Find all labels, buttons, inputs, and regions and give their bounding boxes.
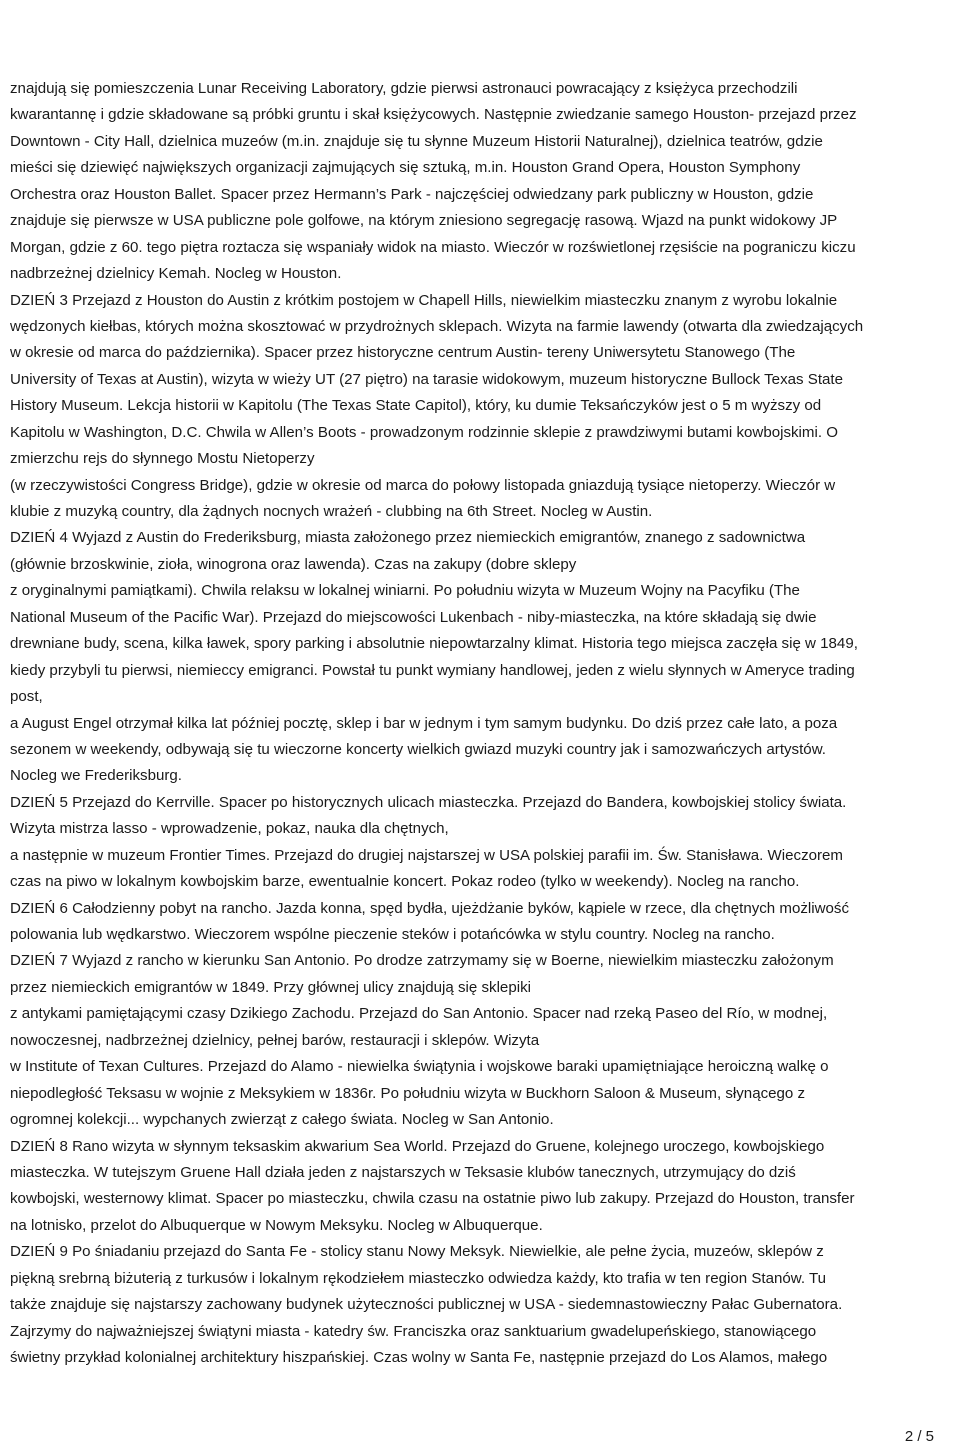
text-line: kwarantannę i gdzie składowane są próbki gruntu i skał księżycowych. Następnie zwiedzanie samego Houston- przejazd przez [10, 106, 857, 124]
text-line: piękną srebrną biżuterią z turkusów i lokalnym rękodziełem miasteczko odwiedza każdy, kto trafia w ten region Stanów. Tu [10, 1269, 827, 1287]
text-line: ogromnej kolekcji... wypchanych zwierząt z całego świata. Nocleg w San Antonio. [10, 1111, 554, 1129]
text-line: National Museum of the Pacific War). Przejazd do miejscowości Lukenbach - niby-miasteczka, na które składają się dwie [10, 608, 817, 626]
text-line: DZIEŃ 6 Całodzienny pobyt na rancho. Jazda konna, spęd bydła, ujeżdżanie byków, kąpiele w rzece, dla chętnych możliwość [10, 899, 849, 917]
text-line: Wizyta mistrza lasso - wprowadzenie, pokaz, nauka dla chętnych, [10, 820, 449, 838]
text-line: znajdują się pomieszczenia Lunar Receiving Laboratory, gdzie pierwsi astronauci powracający z księżyca przechodzili [10, 80, 798, 97]
text-line: nadbrzeżnej dzielnicy Kemah. Nocleg w Houston. [10, 265, 342, 283]
text-line: Orchestra oraz Houston Ballet. Spacer przez Hermann’s Park - najczęściej odwiedzany park publiczny w Houston, gdzie [10, 185, 814, 203]
text-line: University of Texas at Austin), wizyta w wieży UT (27 piętro) na tarasie widokowym, muzeum historyczne Bullock Texas State [10, 370, 843, 388]
text-line: a August Engel otrzymał kilka lat później pocztę, sklep i bar w jednym i tym samym budynku. Do dziś przez całe lato, a poza [10, 714, 838, 732]
text-line: DZIEŃ 3 Przejazd z Houston do Austin z krótkim postojem w Chapell Hills, niewielkim miasteczku znanym z wyrobu lokalnie [10, 291, 838, 309]
text-line: kiedy przybyli tu pierwsi, niemieccy emigranci. Powstał tu punkt wymiany handlowej, jeden z wielu słynnych w Ameryce trading [10, 661, 855, 679]
body-text [10, 76, 950, 1371]
text-line: w Institute of Texan Cultures. Przejazd do Alamo - niewielka świątynia i wojskowe baraki upamiętniające heroiczną walkę o [10, 1058, 829, 1076]
text-line: drewniane budy, scena, kilka ławek, spory parking i absolutnie niepowtarzalny klimat. Historia tego miejsca zaczęła się w 1849, [10, 635, 858, 653]
text-line: przez niemieckich emigrantów w 1849. Przy głównej ulicy znajdują się sklepiki [10, 978, 531, 996]
text-line: Downtown - City Hall, dzielnica muzeów (m.in. znajduje się tu słynne Muzeum Historii Naturalnej), dzielnica teatrów, gdzie [10, 132, 823, 150]
text-line: Nocleg we Frederiksburg. [10, 767, 182, 785]
text-line: klubie z muzyką country, dla żądnych nocnych wrażeń - clubbing na 6th Street. Nocleg w Austin. [10, 503, 653, 520]
text-line: post, [10, 688, 43, 706]
text-line: Kapitolu w Washington, D.C. Chwila w Allen’s Boots - prowadzonym rodzinnie sklepie z prawdziwymi butami kowbojskimi. O [10, 423, 838, 441]
text-line: na lotnisko, przelot do Albuquerque w Nowym Meksyku. Nocleg w Albuquerque. [10, 1216, 543, 1234]
text-line: także znajduje się najstarszy zachowany budynek użyteczności publicznej w USA - siedemnastowieczny Pałac Gubernatora. [10, 1296, 843, 1314]
text-line: z oryginalnymi pamiątkami). Chwila relaksu w lokalnej winiarni. Po południu wizyta w Muzeum Wojny na Pacyfiku (The [10, 582, 800, 600]
text-line: miasteczka. W tutejszym Gruene Hall działa jeden z najstarszych w Teksasie klubów tanecznych, utrzymujący do dziś [10, 1163, 796, 1181]
text-line: wędzonych kiełbas, których można skosztować w przydrożnych sklepach. Wizyta na farmie lawendy (otwarta dla zwiedzających [10, 317, 864, 335]
text-line: (w rzeczywistości Congress Bridge), gdzie w okresie od marca do połowy listopada gniazdują tysiące nietoperzy. Wieczór w [10, 476, 836, 494]
text-line: kowbojski, westernowy klimat. Spacer po miasteczku, chwila czasu na ostatnie piwo lub zakupy. Przejazd do Houston, transfer [10, 1190, 855, 1208]
text-line: niepodległość Teksasu w wojnie z Meksykiem w 1836r. Po południu wizyta w Buckhorn Saloon & Museum, słynącego z [10, 1084, 806, 1102]
text-line: mieści się dziewięć największych organizacji zajmujących się sztuką, m.in. Houston Grand Opera, Houston Symphony [10, 159, 801, 177]
text-line: nowoczesnej, nadbrzeżnej dzielnicy, pełnej barów, restauracji i sklepów. Wizyta [10, 1031, 540, 1049]
text-line: History Museum. Lekcja historii w Kapitolu (The Texas State Capitol), który, ku dumie Teksańczyków jest o 5 m wyższy od [10, 397, 822, 415]
text-line: (głównie brzoskwinie, zioła, winogrona oraz lawenda). Czas na zakupy (dobre sklepy [10, 555, 577, 573]
text-line: sezonem w weekendy, odbywają się tu wieczorne koncerty wielkich gwiazd muzyki country jak i samozwańczych artystów. [10, 740, 826, 758]
text-line: zmierzchu rejs do słynnego Mostu Nietoperzy [10, 450, 315, 468]
text-line: Morgan, gdzie z 60. tego piętra roztacza się wspaniały widok na miasto. Wieczór w rozświetlonej rzęsiście na pograniczu kiczu [10, 238, 856, 256]
text-line: Zajrzymy do najważniejszej świątyni miasta - katedry św. Franciszka oraz sanktuarium gwadelupeńskiego, stanowiącego [10, 1322, 817, 1340]
text-line: w okresie od marca do października). Spacer przez historyczne centrum Austin- tereny Uniwersytetu Stanowego (The [10, 344, 796, 362]
text-line: świetny przykład kolonialnej architektury hiszpańskiej. Czas wolny w Santa Fe, następnie przejazd do Los Alamos, małego [10, 1349, 828, 1366]
text-line: polowania lub wędkarstwo. Wieczorem wspólne pieczenie steków i potańcówka w stylu country. Nocleg na rancho. [10, 926, 775, 943]
text-line: DZIEŃ 9 Po śniadaniu przejazd do Santa Fe - stolicy stanu Nowy Meksyk. Niewielkie, ale pełne życia, muzeów, sklepów z [10, 1243, 824, 1261]
text-line: DZIEŃ 4 Wyjazd z Austin do Frederiksburg, miasta założonego przez niemieckich emigrantów, znanego z sadownictwa [10, 529, 806, 547]
text-line: a następnie w muzeum Frontier Times. Przejazd do drugiej najstarszej w USA polskiej parafii im. Św. Stanisława. Wieczorem [10, 846, 843, 864]
text-line: czas na piwo w lokalnym kowbojskim barze, ewentualnie koncert. Pokaz rodeo (tylko w weekendy). Nocleg na rancho. [10, 873, 800, 891]
text-line: DZIEŃ 7 Wyjazd z rancho w kierunku San Antonio. Po drodze zatrzymamy się w Boerne, niewielkim miasteczku założonym [10, 952, 834, 970]
text-line: znajduje się pierwsze w USA publiczne pole golfowe, na którym zniesiono segregację rasową. Wjazd na punkt widokowy JP [10, 212, 838, 230]
page-number: 2 / 5 [904, 1428, 934, 1445]
text-line: z antykami pamiętającymi czasy Dzikiego Zachodu. Przejazd do San Antonio. Spacer nad rzeką Paseo del Río, w modnej, [10, 1005, 828, 1023]
text-line: DZIEŃ 5 Przejazd do Kerrville. Spacer po historycznych ulicach miasteczka. Przejazd do Bandera, kowbojskiej stolicy świata. [10, 793, 847, 811]
text-line: DZIEŃ 8 Rano wizyta w słynnym teksaskim akwarium Sea World. Przejazd do Gruene, kolejnego uroczego, kowbojskiego [10, 1137, 825, 1155]
